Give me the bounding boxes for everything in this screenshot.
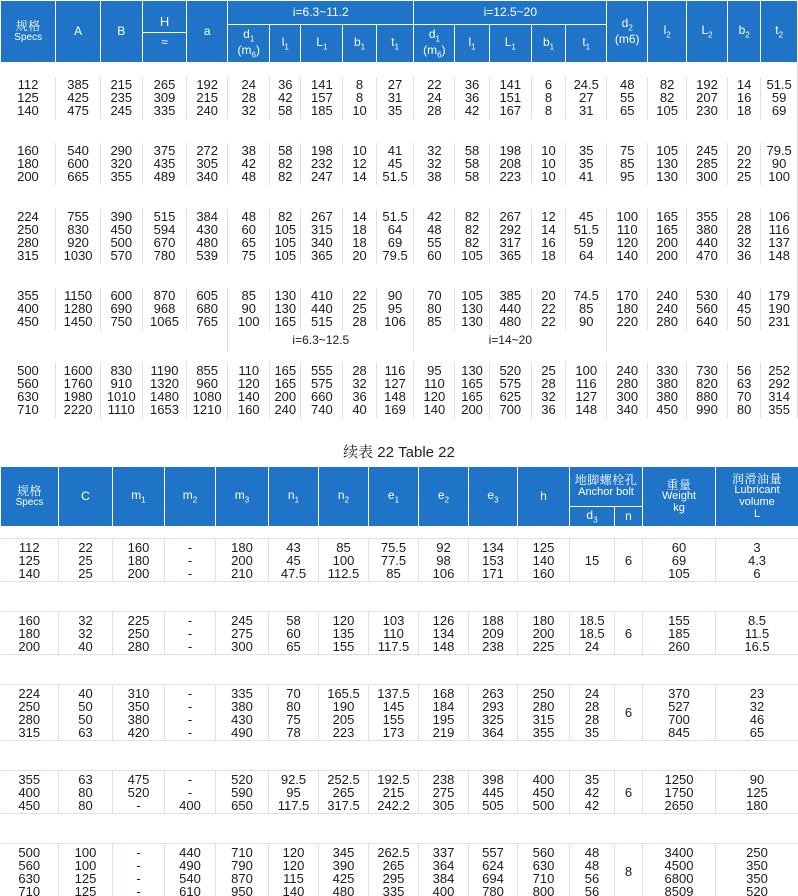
header-specs: 规格 Specs <box>1 1 56 63</box>
header2-n2: $n_2$ <box>319 467 369 527</box>
table-row-group <box>1 143 798 185</box>
table-cell: 520 575 625 700 <box>489 362 531 418</box>
table-cell: 74.5 85 90 <box>566 288 607 330</box>
table-cell: 3 4.3 6 <box>716 539 798 582</box>
table-cell: 370 527 700 845 <box>643 685 716 741</box>
table-cell: 22 25 28 <box>343 288 376 330</box>
table-cell: 390 450 500 570 <box>100 209 142 264</box>
ratio-label-left: i=6.3~12.5 <box>228 330 414 352</box>
table-cell: 520 590 650 <box>216 771 269 814</box>
table-cell: 265 309 335 <box>142 77 186 119</box>
table-row-group <box>1 612 798 655</box>
table-cell: 28 32 36 40 <box>343 362 376 418</box>
table-cell: 116 127 148 169 <box>376 362 414 418</box>
header-ratio-group-1: i=6.3~11.2 <box>228 1 414 25</box>
header2-e2: $e_2$ <box>419 467 469 527</box>
table-cell: 224 250 280 315 <box>1 685 59 741</box>
table-cell: 515 594 670 780 <box>142 209 186 264</box>
table-cell: 267 292 317 365 <box>489 209 531 264</box>
table-cell: 179 190 231 <box>761 288 798 330</box>
table-cell: 23 32 46 65 <box>716 685 798 741</box>
table-cell: 82 82 82 105 <box>455 209 489 264</box>
table-cell: 165.5 190 205 223 <box>319 685 369 741</box>
header-a: a <box>187 1 228 63</box>
table-cell: 500 560 630 710 <box>1 844 59 896</box>
table-cell: 540 600 665 <box>56 143 100 185</box>
ratio-label-right: i=14~20 <box>414 330 607 352</box>
table-cell: 48 55 65 <box>607 77 648 119</box>
table-cell: 35 35 41 <box>566 143 607 185</box>
table-cell: 134 153 171 <box>469 539 518 582</box>
table-cell: 330 380 380 450 <box>648 362 687 418</box>
header-d2: $d_2$ (m6) <box>607 1 648 63</box>
table-cell: 1600 1760 1980 2220 <box>56 362 100 418</box>
table-cell: 100 116 127 148 <box>566 362 607 418</box>
table-cell: 560 630 710 800 <box>518 844 570 896</box>
table-row-group <box>1 844 798 896</box>
table-cell: 530 560 640 <box>687 288 728 330</box>
header-l2: $l_2$ <box>648 1 687 63</box>
table-cell: 112 125 140 <box>1 77 56 119</box>
table-cell: 14 18 18 20 <box>343 209 376 264</box>
header2-lubricant: 润滑油量 Lubricant volume L <box>716 467 798 527</box>
header-L1-a: $L_1$ <box>301 25 343 63</box>
table-cell: 180 200 210 <box>216 539 269 582</box>
table-cell: 40 50 50 63 <box>59 685 113 741</box>
table-cell: 215 235 245 <box>100 77 142 119</box>
table-cell: 126 134 148 <box>419 612 469 655</box>
table-cell: 6 <box>615 771 643 814</box>
table-cell: 103 110 117.5 <box>369 612 419 655</box>
table-cell: 500 560 630 710 <box>1 362 56 418</box>
header-l1-b: $l_1$ <box>455 25 489 63</box>
table-cell: 112 125 140 <box>1 539 59 582</box>
header2-m3: $m_3$ <box>216 467 269 527</box>
table-cell: 6 8 8 <box>531 77 565 119</box>
table-cell: 165 165 200 240 <box>270 362 301 418</box>
table-cell: 82 105 105 105 <box>270 209 301 264</box>
table-cell: 58 58 58 <box>455 143 489 185</box>
table-cell: - - - <box>165 612 216 655</box>
table-cell: 125 140 160 <box>518 539 570 582</box>
table-cell: 137.5 145 155 173 <box>369 685 419 741</box>
table-cell: 100 110 120 140 <box>607 209 648 264</box>
table-row-group <box>1 288 798 330</box>
header2-m1: $m_1$ <box>113 467 165 527</box>
table-cell: 160 180 200 <box>113 539 165 582</box>
table-cell: 830 910 1010 1110 <box>100 362 142 418</box>
header2-anchor-bolt: 地脚螺栓孔 Anchor bolt <box>570 467 643 507</box>
table-cell: 855 960 1080 1210 <box>187 362 228 418</box>
table-cell: 10 10 10 <box>531 143 565 185</box>
table-cell: 272 305 340 <box>187 143 228 185</box>
table-cell: 557 624 694 780 <box>469 844 518 896</box>
header2-e3: $e_3$ <box>469 467 518 527</box>
table-cell: 240 240 280 <box>648 288 687 330</box>
header2-m2: $m_2$ <box>165 467 216 527</box>
table-cell: 141 157 185 <box>301 77 343 119</box>
header-t1-a: $t_1$ <box>376 25 414 63</box>
header2-d3: $d_3$ <box>570 507 615 527</box>
header2-C: C <box>59 467 113 527</box>
table-cell: 225 250 280 <box>113 612 165 655</box>
table-cell: 252.5 265 317.5 <box>319 771 369 814</box>
header-b2: $b_2$ <box>728 1 761 63</box>
table-cell: 48 48 56 56 <box>570 844 615 896</box>
header-d1-b: $d_1$ $(m_6)$ <box>414 25 455 63</box>
table-cell: 170 180 220 <box>607 288 648 330</box>
table-row-group <box>1 362 798 418</box>
table-cell: 188 209 238 <box>469 612 518 655</box>
table-cell: 79.5 90 100 <box>761 143 798 185</box>
table-cell: 24.5 27 31 <box>566 77 607 119</box>
table-cell: 267 315 340 365 <box>301 209 343 264</box>
table-cell: 90 95 106 <box>376 288 414 330</box>
table-cell: 58 82 82 <box>270 143 301 185</box>
table-cell: 27 31 35 <box>376 77 414 119</box>
table-cell: 35 42 42 <box>570 771 615 814</box>
table-cell: 28 28 32 36 <box>728 209 761 264</box>
table-cell: 130 165 165 200 <box>455 362 489 418</box>
table-cell: 398 445 505 <box>469 771 518 814</box>
table-cell: 20 22 25 <box>728 143 761 185</box>
table-cell: 20 22 22 <box>531 288 565 330</box>
table-cell: 14 16 18 <box>728 77 761 119</box>
table-cell: 250 350 350 520 <box>716 844 798 896</box>
table-cell: 43 45 47.5 <box>269 539 319 582</box>
spacer-row <box>1 185 798 209</box>
table-cell: 1190 1320 1480 1653 <box>142 362 186 418</box>
header-d1-a: $d_1$ $(m_6)$ <box>228 25 270 63</box>
table-cell: 263 293 325 364 <box>469 685 518 741</box>
table-cell: 106 116 137 148 <box>761 209 798 264</box>
table-cell: 245 275 300 <box>216 612 269 655</box>
spacer-row <box>1 63 798 77</box>
table-cell: 198 232 247 <box>301 143 343 185</box>
table-row-group <box>1 771 798 814</box>
table-cell: 92.5 95 117.5 <box>269 771 319 814</box>
table-row-group <box>1 539 798 582</box>
table-cell: 192.5 215 242.2 <box>369 771 419 814</box>
table-cell: 36 36 42 <box>455 77 489 119</box>
table-cell: 25 28 32 36 <box>531 362 565 418</box>
table-cell: 105 130 130 <box>455 288 489 330</box>
table-cell: 12 14 16 18 <box>531 209 565 264</box>
table-cell: 355 400 450 <box>1 288 56 330</box>
table-cell: 1250 1750 2650 <box>643 771 716 814</box>
table-cell: 130 130 165 <box>270 288 301 330</box>
table-cell: 335 380 430 490 <box>216 685 269 741</box>
table-cell: 32 32 40 <box>59 612 113 655</box>
table-cell: 385 425 475 <box>56 77 100 119</box>
table-cell: 730 820 880 990 <box>687 362 728 418</box>
header-t2: $t_2$ <box>761 1 798 63</box>
header-t1-b: $t_1$ <box>566 25 607 63</box>
table-cell: 755 830 920 1030 <box>56 209 100 264</box>
table-cell: 240 280 300 340 <box>607 362 648 418</box>
table-cell: 85 90 100 <box>228 288 270 330</box>
table-cell: 1150 1280 1450 <box>56 288 100 330</box>
table-cell: 160 180 200 <box>1 612 59 655</box>
table-cell: 155 185 260 <box>643 612 716 655</box>
header2-h: h <box>518 467 570 527</box>
table-cell: 165 165 200 200 <box>648 209 687 264</box>
table-cell: 70 80 75 78 <box>269 685 319 741</box>
table-cell: 3400 4500 6800 8509 <box>643 844 716 896</box>
table-cell: 95 110 120 140 <box>414 362 455 418</box>
table-cell: 262.5 265 295 335 <box>369 844 419 896</box>
table-cell: 41 45 51.5 <box>376 143 414 185</box>
table-cell: 8.5 11.5 16.5 <box>716 612 798 655</box>
table-cell: 105 130 130 <box>648 143 687 185</box>
header2-weight: 重量 Weight kg <box>643 467 716 527</box>
header-B: B <box>100 1 142 63</box>
header-b1-a: $b_1$ <box>343 25 376 63</box>
table-cell: 42 48 55 60 <box>414 209 455 264</box>
table-cell: 58 60 65 <box>269 612 319 655</box>
table-cell: 120 120 115 140 <box>269 844 319 896</box>
table-cell: 400 450 500 <box>518 771 570 814</box>
table-cell: 141 151 167 <box>489 77 531 119</box>
table-cell: 245 285 300 <box>687 143 728 185</box>
table-cell: 100 100 125 125 <box>59 844 113 896</box>
table-cell: - - - - <box>165 685 216 741</box>
table-cell: 385 440 480 <box>489 288 531 330</box>
table-cell: 250 280 315 355 <box>518 685 570 741</box>
spacer-row <box>1 264 798 288</box>
table-row-group <box>1 209 798 264</box>
header2-specs: 规格 Specs <box>1 467 59 527</box>
table-cell: 70 80 85 <box>414 288 455 330</box>
table-cell: 32 32 38 <box>414 143 455 185</box>
table-caption: 续表 22 Table 22 <box>343 444 455 461</box>
table-cell: 384 430 480 539 <box>187 209 228 264</box>
dimensions-table <box>0 0 798 418</box>
table-cell: 337 364 384 400 <box>419 844 469 896</box>
spacer-row <box>1 655 798 685</box>
header-l1-a: $l_1$ <box>270 25 301 63</box>
table-cell: - - - - <box>113 844 165 896</box>
table-row-group <box>1 685 798 741</box>
table-cell: 355 380 440 470 <box>687 209 728 264</box>
table-cell: 85 100 112.5 <box>319 539 369 582</box>
table-cell: 870 968 1065 <box>142 288 186 330</box>
table-cell: 24 28 28 35 <box>570 685 615 741</box>
table-cell: 82 82 105 <box>648 77 687 119</box>
table-cell: 290 320 355 <box>100 143 142 185</box>
table-cell: 38 42 48 <box>228 143 270 185</box>
table-cell: 110 120 140 160 <box>228 362 270 418</box>
header2-e1: $e_1$ <box>369 467 419 527</box>
spacer-row <box>1 352 798 362</box>
table-cell: 90 125 180 <box>716 771 798 814</box>
table-cell: - - 400 <box>165 771 216 814</box>
table-cell: 56 63 70 80 <box>728 362 761 418</box>
table-cell: 160 180 200 <box>1 143 56 185</box>
table-cell: 345 390 425 480 <box>319 844 369 896</box>
table-row-group <box>1 77 798 119</box>
ratio-row <box>1 330 798 352</box>
table-cell: 15 <box>570 539 615 582</box>
table-cell: 198 208 223 <box>489 143 531 185</box>
table-cell: 238 275 305 <box>419 771 469 814</box>
header-A: A <box>56 1 100 63</box>
table-cell: 36 42 58 <box>270 77 301 119</box>
table-cell: 555 575 660 740 <box>301 362 343 418</box>
table-cell: 51.5 59 69 <box>761 77 798 119</box>
table-cell: 710 790 870 950 <box>216 844 269 896</box>
table-cell: 600 690 750 <box>100 288 142 330</box>
table-cell: 180 200 225 <box>518 612 570 655</box>
table-cell: 75.5 77.5 85 <box>369 539 419 582</box>
table-cell: 48 60 65 75 <box>228 209 270 264</box>
table-cell: 192 215 240 <box>187 77 228 119</box>
header-b1-b: $b_1$ <box>531 25 565 63</box>
table-cell: 6 <box>615 685 643 741</box>
table-cell: 92 98 106 <box>419 539 469 582</box>
header2-n1: $n_1$ <box>269 467 319 527</box>
table-cell: 120 135 155 <box>319 612 369 655</box>
table-cell: 24 28 32 <box>228 77 270 119</box>
mounting-table <box>0 466 798 896</box>
header-ratio-group-2: i=12.5~20 <box>414 1 607 25</box>
table-cell: 75 85 95 <box>607 143 648 185</box>
spacer-row <box>1 527 798 539</box>
spacer-row <box>1 119 798 143</box>
table-cell: 8 <box>615 844 643 896</box>
table-cell: 475 520 - <box>113 771 165 814</box>
spacer-row <box>1 741 798 771</box>
spacer-row <box>1 582 798 612</box>
table-cell: - - - <box>165 539 216 582</box>
header2-n: n <box>615 507 643 527</box>
table-cell: 410 440 515 <box>301 288 343 330</box>
table-cell: 224 250 280 315 <box>1 209 56 264</box>
table-cell: 51.5 64 69 79.5 <box>376 209 414 264</box>
table-cell: 63 80 80 <box>59 771 113 814</box>
table-cell: 375 435 489 <box>142 143 186 185</box>
spacer-row <box>1 814 798 844</box>
table-cell: 440 490 540 610 <box>165 844 216 896</box>
table-cell: 605 680 765 <box>187 288 228 330</box>
table-cell: 45 51.5 59 64 <box>566 209 607 264</box>
header-L2: $L_2$ <box>687 1 728 63</box>
table-cell: 355 400 450 <box>1 771 59 814</box>
table-cell: 22 24 28 <box>414 77 455 119</box>
table-cell: 252 292 314 355 <box>761 362 798 418</box>
header-L1-b: $L_1$ <box>489 25 531 63</box>
table-cell: 192 207 230 <box>687 77 728 119</box>
table-cell: 10 12 14 <box>343 143 376 185</box>
table-cell: 18.5 18.5 24 <box>570 612 615 655</box>
table-cell: 168 184 195 219 <box>419 685 469 741</box>
table-cell: 8 8 10 <box>343 77 376 119</box>
table-cell: 22 25 25 <box>59 539 113 582</box>
table-cell: 40 45 50 <box>728 288 761 330</box>
table-cell: 6 <box>615 612 643 655</box>
table-cell: 310 350 380 420 <box>113 685 165 741</box>
header-H: H ≈ <box>142 1 186 63</box>
table-cell: 60 69 105 <box>643 539 716 582</box>
table-cell: 6 <box>615 539 643 582</box>
